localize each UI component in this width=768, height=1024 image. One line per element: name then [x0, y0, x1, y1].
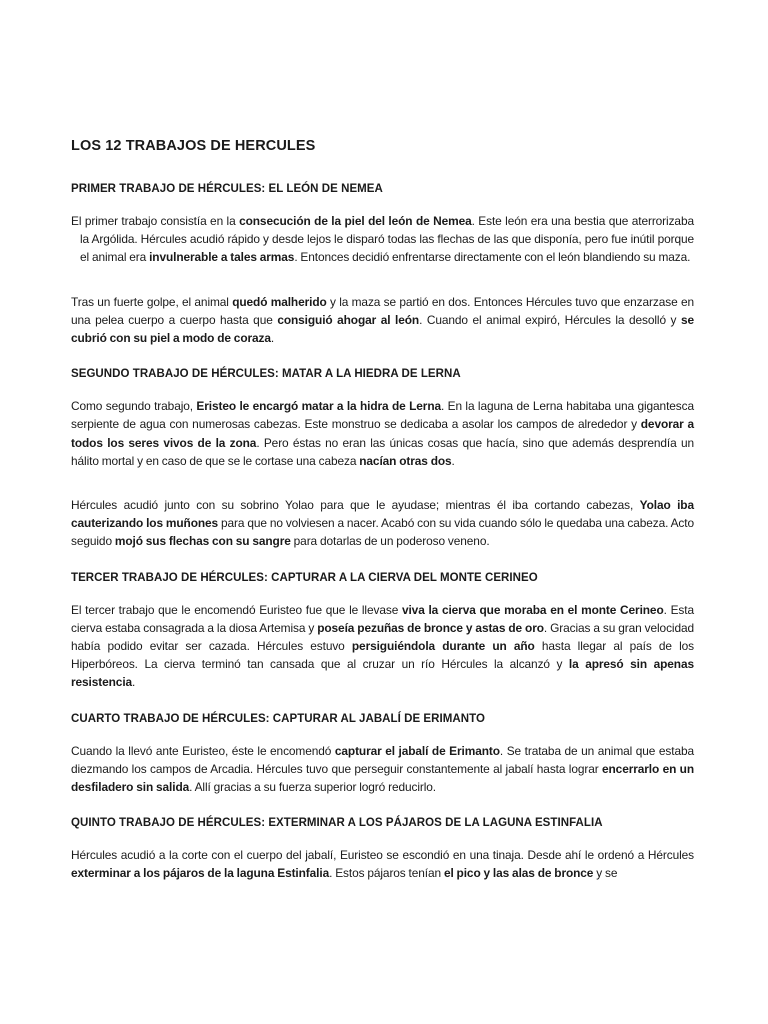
text-run: . Allí gracias a su fuerza superior logró reducirlo.	[189, 780, 436, 795]
text-run: Tras un fuerte golpe, el animal	[71, 294, 233, 309]
text-run: para que no volviesen a nacer. Acabó con su vida cuando sólo le quedaba una cabeza. Acto seguido	[71, 516, 694, 549]
text-run: Como segundo trabajo,	[71, 399, 197, 414]
document-title: LOS 12 TRABAJOS DE HERCULES	[71, 138, 316, 154]
bold-text-run: la apresó sin apenas resistencia	[71, 657, 694, 690]
bold-text-run: exterminar a los pájaros de la laguna Estinfalia	[71, 866, 330, 881]
text-run: Hércules acudió junto con su sobrino Yolao para que le ayudase; mientras él iba cortando cabezas,	[71, 498, 640, 513]
bold-text-run: poseía pezuñas de bronce y astas de oro	[317, 620, 544, 635]
text-run: . Gracias a su gran velocidad había podido evitar ser cazada. Hércules estuvo	[71, 620, 695, 654]
text-run: Cuando la llevó ante Euristeo, éste le encomendó	[71, 743, 335, 758]
section-heading-2: SEGUNDO TRABAJO DE HÉRCULES: MATAR A LA HIEDRA DE LERNA	[71, 368, 461, 381]
bold-text-run: Eristeo le encargó matar a la hidra de Lerna	[196, 399, 441, 414]
paragraph	[71, 601, 694, 692]
paragraph	[71, 293, 694, 348]
bold-text-run: quedó malherido	[232, 294, 327, 309]
text-run: . Estos pájaros tenían	[329, 866, 444, 881]
text-run: . Pero éstas no eran las únicas cosas que hacía, sino que además desprendía un hálito mortal y en caso de que se le cortase una cabeza	[71, 435, 694, 468]
text-run: . Este león era una bestia que aterrorizaba la Argólida. Hércules acudió rápido y desde lejos le disparó todas las flechas de las que disponía, pero fue inútil porque el animal era	[80, 214, 694, 265]
bold-text-run: consiguió ahogar al león	[277, 312, 420, 327]
bold-text-run: Yolao iba cauterizando los muñones	[71, 498, 694, 531]
bold-text-run: viva la cierva que moraba en el monte Cerineo	[401, 602, 664, 617]
paragraph	[71, 846, 694, 882]
paragraph	[71, 742, 694, 797]
paragraph	[71, 496, 694, 551]
section-heading-4: CUARTO TRABAJO DE HÉRCULES: CAPTURAR AL JABALÍ DE ERIMANTO	[71, 712, 485, 725]
text-run: .	[451, 453, 455, 468]
text-run: y se	[593, 866, 618, 881]
text-run: .	[132, 675, 136, 690]
text-run: Hércules acudió a la corte con el cuerpo del jabalí, Euristeo se escondió en una tinaja. Desde ahí le ordenó a Hércules	[71, 848, 694, 863]
section-heading-1: PRIMER TRABAJO DE HÉRCULES: EL LEÓN DE NEMEA	[71, 183, 383, 195]
text-run: .	[270, 331, 275, 346]
paragraph	[71, 397, 694, 470]
text-run: El primer trabajo consistía en la	[71, 214, 240, 228]
bold-text-run: se cubrió con su piel a modo de coraza	[71, 312, 695, 346]
bold-text-run: persiguiéndola durante un año	[351, 639, 535, 654]
text-run: El tercer trabajo que le encomendó Euristeo fue que le llevase	[71, 602, 402, 617]
text-run: . Entonces decidió enfrentarse directamente con el león blandiendo su maza.	[294, 250, 691, 265]
text-run: . Esta cierva estaba consagrada a la diosa Artemisa y	[71, 602, 694, 635]
bold-text-run: invulnerable a tales armas	[149, 250, 295, 265]
bold-text-run: capturar el jabalí de Erimanto	[334, 743, 500, 758]
bold-text-run: el pico y las alas de bronce	[443, 866, 594, 881]
bold-text-run: consecución de la piel del león de Nemea	[239, 214, 472, 228]
section-heading-3: TERCER TRABAJO DE HÉRCULES: CAPTURAR A LA CIERVA DEL MONTE CERINEO	[71, 571, 538, 584]
text-run: . Cuando el animal expiró, Hércules la desolló y	[419, 312, 681, 327]
text-run: y la maza se partió en dos. Entonces Hércules tuvo que enzarzase en una pelea cuerpo a cuerpo hasta que	[71, 294, 694, 327]
document-page	[71, 138, 694, 905]
bold-text-run: nacían otras dos	[359, 453, 452, 468]
bold-text-run: mojó sus flechas con su sangre	[114, 534, 291, 549]
paragraph	[71, 212, 694, 267]
text-run: . Se trataba de un animal que estaba diezmando los campos de Arcadia. Hércules tuvo que perseguir constantemente al jabalí hasta lograr	[71, 743, 694, 776]
text-run: . En la laguna de Lerna habitaba una gigantesca serpiente de agua con numerosas cabezas. Este monstruo se dedicaba a asolar los campos de alrededor y	[71, 399, 694, 432]
section-heading-5: QUINTO TRABAJO DE HÉRCULES: EXTERMINAR A LOS PÁJAROS DE LA LAGUNA ESTINFALIA	[71, 817, 603, 830]
bold-text-run: devorar a todos los seres vivos de la zona	[71, 417, 695, 450]
text-run: hasta llegar al país de los Hiperbóreos. La cierva terminó tan cansada que al cruzar un río Hércules la alcanzó y	[71, 639, 694, 672]
bold-text-run: encerrarlo en un desfiladero sin salida	[71, 761, 694, 795]
text-run: para dotarlas de un poderoso veneno.	[290, 534, 490, 549]
